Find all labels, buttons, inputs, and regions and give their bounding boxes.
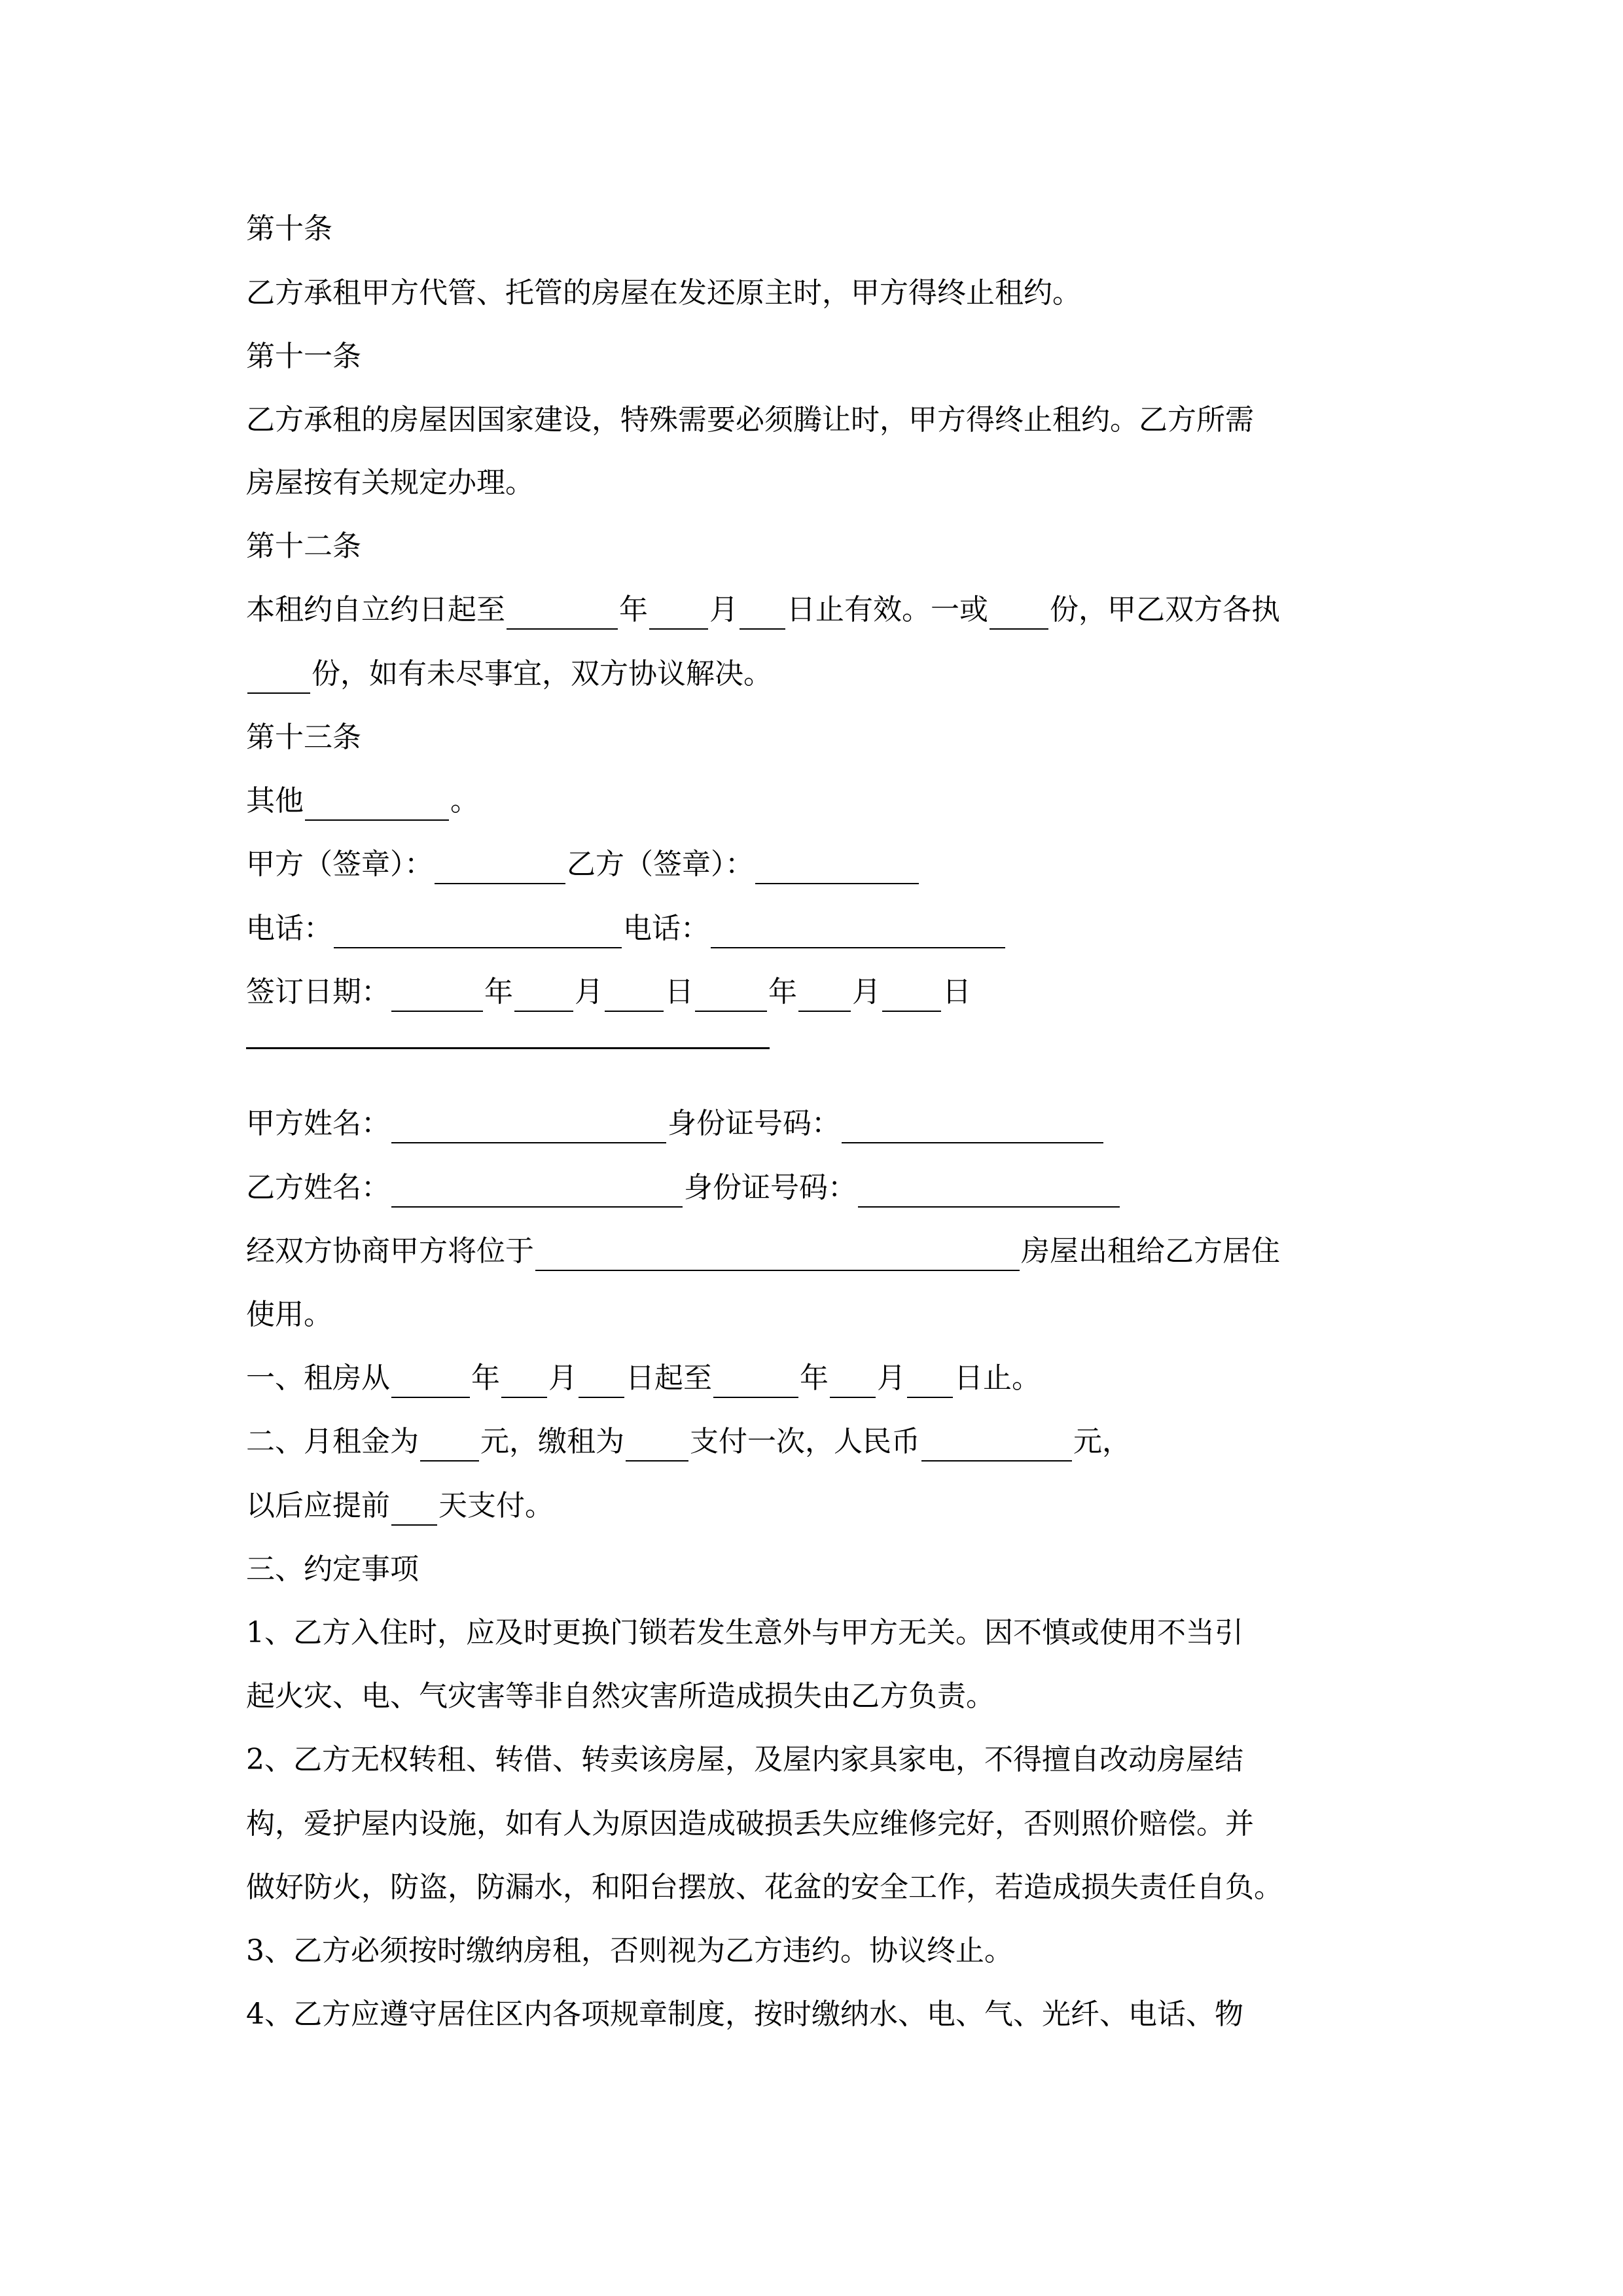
term-1-line-1: 1、乙方入住时，应及时更换门锁若发生意外与甲方无关。因不慎或使用不当引 (246, 1616, 1243, 1649)
text-segment: 月 (852, 975, 881, 1009)
text-segment: 签订日期： (246, 975, 390, 1009)
blank-line (391, 1368, 470, 1398)
blank-line (391, 1177, 683, 1208)
blank-line (921, 1431, 1072, 1462)
blank-line (990, 600, 1048, 630)
blank-line (695, 982, 767, 1012)
rent-row-1 (246, 1422, 1131, 1462)
text-segment: 份，甲乙双方各执 (1050, 593, 1280, 626)
text-segment: 乙方姓名： (246, 1171, 390, 1204)
section-divider (246, 1047, 770, 1049)
blank-line (649, 600, 708, 630)
location-line-2: 使用。 (246, 1298, 332, 1331)
text-segment: 年 (619, 593, 648, 626)
term-2-line-3: 做好防火，防盗，防漏水，和阳台摆放、花盆的安全工作，若造成损失责任自负。 (246, 1871, 1283, 1904)
text-segment: 以后应提前 (246, 1489, 390, 1522)
text-segment: 月 (548, 1361, 577, 1395)
article-12-text-line-2 (246, 655, 772, 694)
text-segment: 经双方协商甲方将位于 (246, 1234, 534, 1268)
text-segment: 甲方（签章）： (246, 848, 433, 881)
article-11-text-line-1: 乙方承租的房屋因国家建设，特殊需要必须腾让时，甲方得终止租约。乙方所需 (246, 403, 1254, 437)
term-4-line-1: 4、乙方应遵守居住区内各项规章制度，按时缴纳水、电、气、光纤、电话、物 (246, 1998, 1243, 2031)
article-10-text: 乙方承租甲方代管、托管的房屋在发还原主时，甲方得终止租约。 (246, 276, 1081, 310)
article-10-heading: 第十条 (246, 212, 332, 245)
text-segment: 甲方姓名： (246, 1107, 390, 1140)
location-line-1 (246, 1232, 1280, 1271)
blank-line (579, 1368, 624, 1398)
text-segment: 份，如有未尽事宜，双方协议解决。 (312, 657, 772, 691)
blank-line (755, 854, 919, 884)
blank-line (740, 600, 785, 630)
blank-line (858, 1177, 1120, 1208)
article-12-heading: 第十二条 (246, 529, 361, 563)
article-11-text-line-2: 房屋按有关规定办理。 (246, 466, 534, 499)
term-2-line-2: 构，爱护屋内设施，如有人为原因造成破损丢失应维修完好，否则照价赔偿。并 (246, 1807, 1254, 1840)
rent-row-2 (246, 1486, 554, 1526)
term-1-line-2: 起火灾、电、气灾害等非自然灾害所造成损失由乙方负责。 (246, 1679, 995, 1713)
blank-line (391, 1113, 666, 1143)
text-segment: 年 (484, 975, 513, 1009)
blank-line (713, 1368, 798, 1398)
blank-line (391, 1496, 437, 1526)
text-segment: 年 (768, 975, 797, 1009)
rental-term-row (246, 1359, 1041, 1398)
text-segment: 二、月租金为 (246, 1425, 419, 1458)
blank-line (501, 1368, 547, 1398)
blank-line (605, 982, 664, 1012)
blank-line (514, 982, 573, 1012)
text-segment: 乙方（签章）： (567, 848, 754, 881)
text-segment: 月 (709, 593, 738, 626)
blank-line (435, 854, 565, 884)
blank-line (882, 982, 941, 1012)
landlord-name-row (246, 1104, 1105, 1143)
blank-line (711, 918, 1005, 948)
text-segment: 支付一次，人民币 (690, 1425, 920, 1458)
term-2-line-1: 2、乙方无权转租、转借、转卖该房屋，及屋内家具家电，不得擅自改动房屋结 (246, 1743, 1243, 1776)
text-segment: 。 (450, 784, 479, 817)
blank-line (305, 791, 449, 821)
article-13-other (246, 781, 479, 821)
text-segment: 天支付。 (438, 1489, 554, 1522)
term-3: 3、乙方必须按时缴纳房租，否则视为乙方违约。协议终止。 (246, 1934, 1013, 1967)
article-13-heading: 第十三条 (246, 721, 361, 754)
text-segment: 身份证号码： (684, 1171, 857, 1204)
blank-line (420, 1431, 479, 1462)
text-segment: 电话： (246, 912, 332, 945)
text-segment: 身份证号码： (668, 1107, 840, 1140)
terms-heading: 三、约定事项 (246, 1552, 419, 1586)
blank-line (334, 918, 622, 948)
article-12-text-line-1 (246, 590, 1280, 630)
blank-line (907, 1368, 953, 1398)
phone-row (246, 909, 1007, 948)
blank-line (247, 664, 310, 694)
text-segment: 本租约自立约日起至 (246, 593, 505, 626)
text-segment: 年 (800, 1361, 829, 1395)
blank-line (830, 1368, 876, 1398)
blank-line (507, 600, 618, 630)
text-segment: 其他 (246, 784, 304, 817)
text-segment: 日止有效。一或 (787, 593, 988, 626)
text-segment: 日起至 (626, 1361, 712, 1395)
blank-line (626, 1431, 688, 1462)
text-segment: 元， (1073, 1425, 1131, 1458)
text-segment: 月 (877, 1361, 906, 1395)
blank-line (391, 982, 483, 1012)
text-segment: 年 (471, 1361, 500, 1395)
blank-line (798, 982, 851, 1012)
blank-line (535, 1241, 1020, 1271)
text-segment: 日 (665, 975, 694, 1009)
text-segment: 电话： (623, 912, 709, 945)
text-segment: 一、租房从 (246, 1361, 390, 1395)
text-segment: 房屋出租给乙方居住 (1021, 1234, 1280, 1268)
text-segment: 月 (575, 975, 603, 1009)
text-segment: 日 (942, 975, 971, 1009)
article-11-heading: 第十一条 (246, 340, 361, 373)
text-segment: 元，缴租为 (480, 1425, 624, 1458)
tenant-name-row (246, 1168, 1121, 1208)
blank-line (842, 1113, 1103, 1143)
text-segment: 日止。 (954, 1361, 1041, 1395)
signature-row (246, 845, 920, 884)
sign-date-row (246, 973, 971, 1012)
